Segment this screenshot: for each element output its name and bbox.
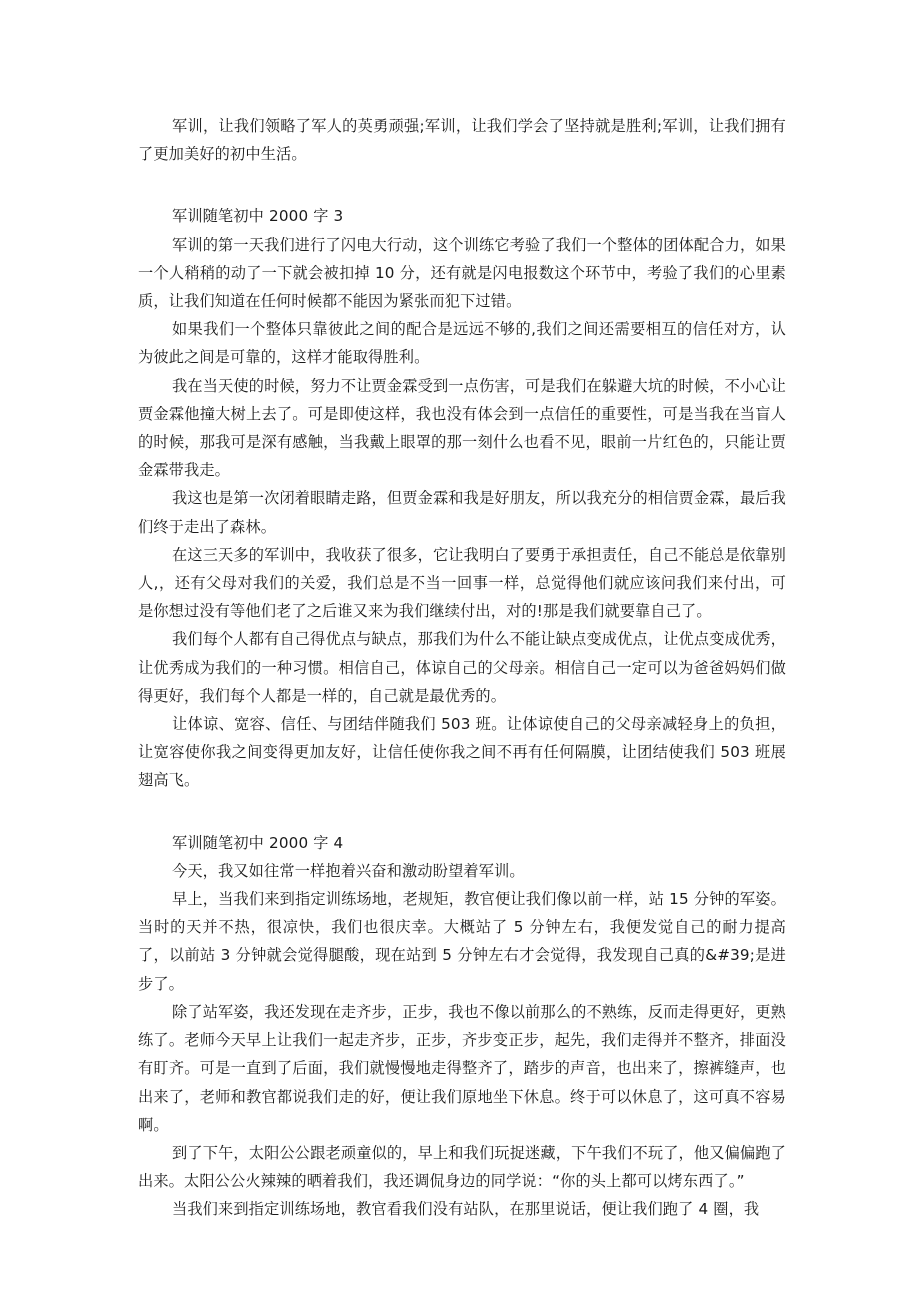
section-3-paragraph: 我在当天使的时候，努力不让贾金霖受到一点伤害，可是我们在躲避大坑的时候，不小心让贾金霖他撞大树上去了。可是即使这样，我也没有体会到一点信任的重要性，可是当我在当盲人的时候，那我可是深有感触，当我戴上眼罩的那一刻什么也看不见，眼前一片红色的，只能让贾金霖带我走。 (138, 376, 786, 480)
section-4-paragraph: 除了站军姿，我还发现在走齐步，正步，我也不像以前那么的不熟练，反而走得更好，更熟练了。老师今天早上让我们一起走齐步，正步，齐步变正步，起先，我们走得并不整齐，排面没有盯齐。可是一直到了后面，我们就慢慢地走得整齐了，踏步的声音，也出来了，擦裤缝声，也出来了，老师和教官都说我们走的好，便让我们原地坐下休息。终于可以休息了，这可真不容易啊。 (138, 1002, 786, 1134)
section-3-paragraph: 我这也是第一次闭着眼睛走路，但贾金霖和我是好朋友，所以我充分的相信贾金霖，最后我们终于走出了森林。 (138, 489, 786, 536)
section-spacer (138, 168, 786, 202)
section-3-title: 军训随笔初中 2000 字 3 (172, 207, 344, 226)
section-3-paragraph: 如果我们一个整体只靠彼此之间的配合是远远不够的,我们之间还需要相互的信任对方，认为彼此之间是可靠的，这样才能取得胜利。 (138, 320, 786, 367)
section-4-paragraph: 当我们来到指定训练场地，教官看我们没有站队，在那里说话，便让我们跑了 4 圈，我 (172, 1200, 760, 1219)
section-4-paragraph: 今天，我又如往常一样抱着兴奋和激动盼望着军训。 (172, 861, 525, 880)
section-4-paragraph: 到了下午，太阳公公跟老顽童似的，早上和我们玩捉迷藏，下午我们不玩了，他又偏偏跑了出来。太阳公公火辣辣的晒着我们，我还调侃身边的同学说：“你的头上都可以烤东西了。” (138, 1143, 786, 1191)
section-spacer (138, 795, 786, 829)
section-3-paragraph: 让体谅、宽容、信任、与团结伴随我们 503 班。让体谅使自己的父母亲减轻身上的负担，让宽容使你我之间变得更加友好，让信任使你我之间不再有任何隔膜，让团结使我们 503 班展翅高飞。 (138, 715, 786, 790)
intro-paragraph: 军训，让我们领略了军人的英勇顽强;军训，让我们学会了坚持就是胜利;军训，让我们拥有了更加美好的初中生活。 (138, 117, 786, 164)
document-body (138, 112, 786, 1224)
section-3-paragraph: 在这三天多的军训中，我收获了很多，它让我明白了要勇于承担责任，自己不能总是依靠别人,，还有父母对我们的关爱，我们总是不当一回事一样，总觉得他们就应该问我们来付出，可是你想过没有等他们老了之后谁又来为我们继续付出，对的!那是我们就要靠自己了。 (138, 545, 786, 621)
section-4-title: 军训随笔初中 2000 字 4 (172, 833, 344, 852)
section-3-paragraph: 军训的第一天我们进行了闪电大行动，这个训练它考验了我们一个整体的团体配合力，如果一个人稍稍的动了一下就会被扣掉 10 分，还有就是闪电报数这个环节中，考验了我们的心里素质，让我们知道在任何时候都不能因为紧张而犯下过错。 (138, 235, 786, 311)
section-4-paragraph: 早上，当我们来到指定训练场地，老规矩，教官便让我们像以前一样，站 15 分钟的军姿。当时的天并不热，很凉快，我们也很庆幸。大概站了 5 分钟左右，我便发觉自己的耐力提高了，以前站 3 分钟就会觉得腿酸，现在站到 5 分钟左右才会觉得，我发现自己真的&#39;是进步了。 (138, 890, 786, 993)
section-3-paragraph: 我们每个人都有自己得优点与缺点，那我们为什么不能让缺点变成优点，让优点变成优秀，让优秀成为我们的一种习惯。相信自己，体谅自己的父母亲。相信自己一定可以为爸爸妈妈们做得更好，我们每个人都是一样的，自己就是最优秀的。 (138, 630, 786, 705)
